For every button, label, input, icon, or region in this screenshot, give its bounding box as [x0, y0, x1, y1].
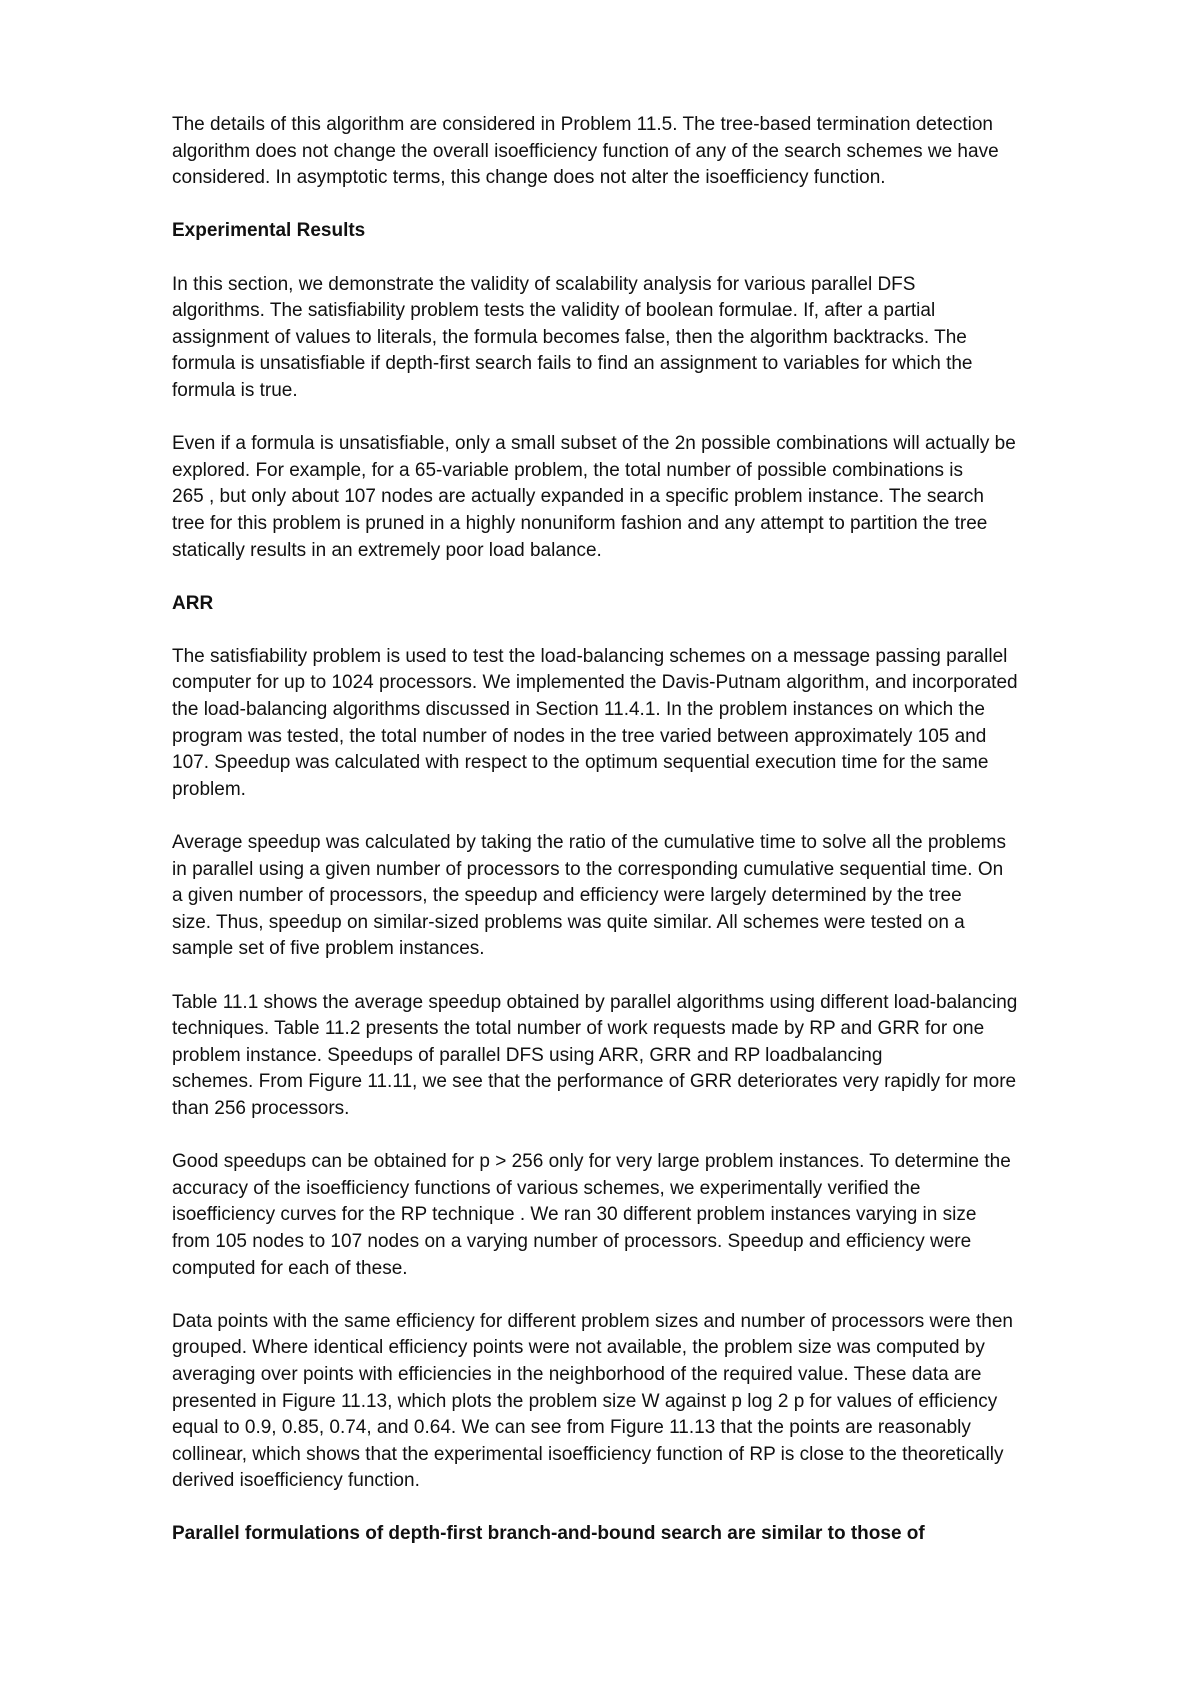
document-page	[172, 112, 1132, 1575]
paragraph-data-points: Data points with the same efficiency for different problem sizes and number of processors were then grouped. Where identical efficiency points were not available, the problem size was computed by averaging over points with efficiencies in the neighborhood of the required value. These data are presented in Figure 11.13, which plots the problem size W against p log 2 p for values of efficiency equal to 0.9, 0.85, 0.74, and 0.64. We can see from Figure 11.13 that the points are reasonably collinear, which shows that the experimental isoefficiency function of RP is close to the theoretically derived isoefficiency function.	[172, 1310, 1014, 1492]
paragraph-unsatisfiable-formula: Even if a formula is unsatisfiable, only a small subset of the 2n possible combinations will actually be explored. For example, for a 65-variable problem, the total number of possible combinations is 265 , but only about 107 nodes are actually expanded in a specific problem instance. The search tree for this problem is pruned in a highly nonuniform fashion and any attempt to partition the tree statically results in an extremely poor load balance.	[172, 433, 1016, 561]
paragraph-table-results: Table 11.1 shows the average speedup obtained by parallel algorithms using different load-balancing techniques. Table 11.2 presents the total number of work requests made by RP and GRR for one problem instance. Speedups of parallel DFS using ARR, GRR and RP loadbalancing schemes. From Figure 11.11, we see that the performance of GRR deteriorates very rapidly for more than 256 processors.	[172, 991, 1018, 1119]
paragraph-average-speedup: Average speedup was calculated by taking the ratio of the cumulative time to solve all the problems in parallel using a given number of processors to the corresponding cumulative sequential time. On a given number of processors, the speedup and efficiency were largely determined by the tree size. Thus, speedup on similar-sized problems was quite similar. All schemes were tested on a sample set of five problem instances.	[172, 832, 1007, 960]
paragraph-termination-detection: The details of this algorithm are considered in Problem 11.5. The tree-based termination detection algorithm does not change the overall isoefficiency function of any of the search schemes we have considered. In asymptotic terms, this change does not alter the isoefficiency function.	[172, 114, 999, 189]
heading-experimental-results: Experimental Results	[172, 220, 366, 242]
paragraph-isoefficiency-experiment: Good speedups can be obtained for p > 256 only for very large problem instances. To determine the accuracy of the isoefficiency functions of various schemes, we experimentally verified the isoefficiency curves for the RP technique . We ran 30 different problem instances varying in size from 105 nodes to 107 nodes on a varying number of processors. Speedup and efficiency were computed for each of these.	[172, 1151, 1011, 1279]
heading-branch-and-bound: Parallel formulations of depth-first branch-and-bound search are similar to those of	[172, 1523, 925, 1545]
paragraph-satisfiability-intro: In this section, we demonstrate the validity of scalability analysis for various parallel DFS algorithms. The satisfiability problem tests the validity of boolean formulae. If, after a partial assignment of values to literals, the formula becomes false, then the algorithm backtracks. The formula is unsatisfiable if depth-first search fails to find an assignment to variables for which the formula is true.	[172, 273, 973, 401]
heading-arr: ARR	[172, 592, 214, 614]
paragraph-load-balancing-test: The satisfiability problem is used to test the load-balancing schemes on a message passing parallel computer for up to 1024 processors. We implemented the Davis-Putnam algorithm, and incorporated the load-balancing algorithms discussed in Section 11.4.1. In the problem instances on which the program was tested, the total number of nodes in the tree varied between approximately 105 and 107. Speedup was calculated with respect to the optimum sequential execution time for the same problem.	[172, 645, 1018, 800]
